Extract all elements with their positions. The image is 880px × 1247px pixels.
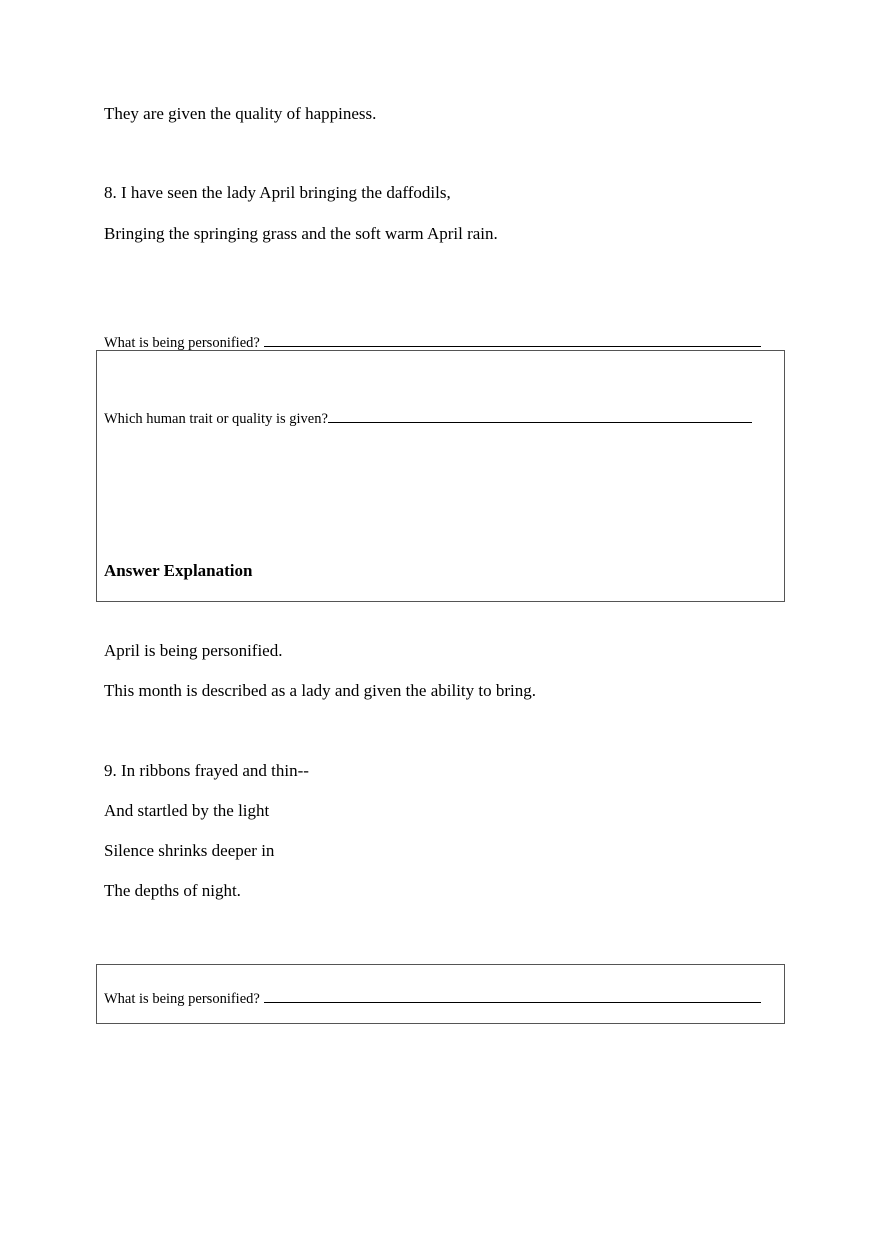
answer-explanation-heading: Answer Explanation xyxy=(104,561,253,580)
q9-personified-prompt-row xyxy=(104,987,761,1008)
question-8-line-1: 8. I have seen the lady April bringing the daffodils, xyxy=(104,183,451,202)
question-9-line-2: And startled by the light xyxy=(104,801,270,820)
q8-trait-prompt: Which human trait or quality is given? xyxy=(104,411,328,427)
q9-personified-answer-line[interactable] xyxy=(264,987,761,1003)
question-8-line-2: Bringing the springing grass and the soft warm April rain. xyxy=(104,224,498,243)
q9-personified-prompt: What is being personified? xyxy=(104,991,260,1007)
previous-answer-text: They are given the quality of happiness. xyxy=(104,104,377,123)
q8-trait-answer-line[interactable] xyxy=(328,407,752,423)
question-9-line-4: The depths of night. xyxy=(104,881,241,900)
q8-personified-prompt: What is being personified? xyxy=(104,335,260,351)
q8-personified-prompt-row xyxy=(104,331,761,352)
q8-trait-prompt-row xyxy=(104,407,752,428)
question-9-line-1: 9. In ribbons frayed and thin-- xyxy=(104,761,309,780)
q8-answer-line-2: This month is described as a lady and given the ability to bring. xyxy=(104,681,536,700)
q8-personified-answer-line[interactable] xyxy=(264,331,761,347)
question-9-line-3: Silence shrinks deeper in xyxy=(104,841,275,860)
q8-answer-line-1: April is being personified. xyxy=(104,641,283,660)
